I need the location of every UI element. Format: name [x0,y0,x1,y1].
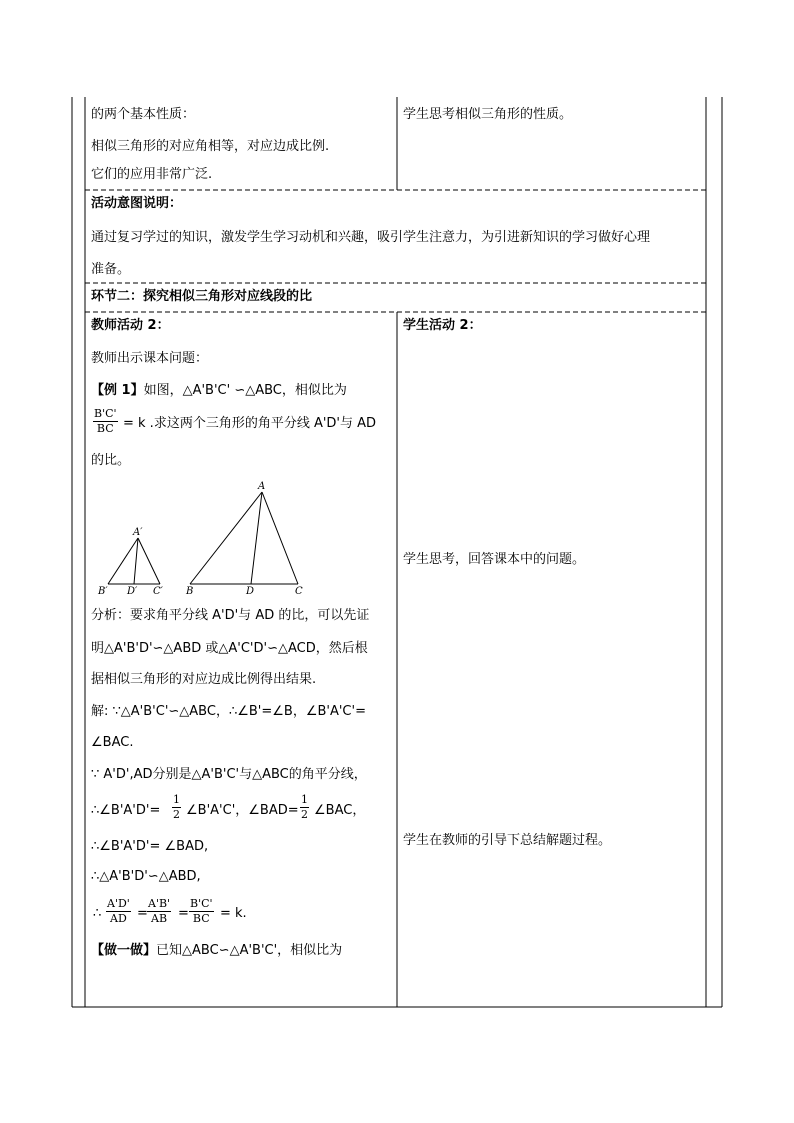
do-it-line [91,943,342,959]
top-left-line-1: 的两个基本性质： [91,107,196,122]
do-it-prefix: 【做一做】 [91,943,157,958]
solution-line-7-prefix: ∴ [93,906,102,921]
top-left-line-3: 它们的应用非常广泛. [91,167,213,182]
label-b: B [186,586,194,597]
section-title: 环节二：探究相似三角形对应线段的比 [91,289,313,304]
solution-line-7-end: = k. [220,906,247,921]
small-triangle [108,538,160,584]
solution-line-4a: ∴∠B'A'D'= [91,803,161,818]
teacher-heading: 教师活动 2： [91,318,170,333]
student-summary: 学生在教师的引导下总结解题过程。 [403,833,612,848]
intent-heading: 活动意图说明： [91,196,183,211]
do-it-text: 已知△ABC∽△A'B'C'，相似比为 [156,943,343,958]
equals-2: = [178,906,189,921]
intent-line-1: 通过复习学过的知识，激发学生学习动机和兴趣，吸引学生注意力，为引进新知识的学习做好心理 [91,230,651,245]
half-1-den: 2 [173,808,180,821]
solution-line-3: ∵ A'D',AD分别是△A'B'C'与△ABC的角平分线， [91,767,367,782]
solution-line-5: ∴∠B'A'D'= ∠BAD, [91,839,209,854]
label-b-prime: B′ [98,586,108,597]
fraction-bc-den: BC [192,912,210,925]
ratio-denominator: BC [96,422,114,435]
fraction-ad-den: AD [110,912,127,925]
half-2-den: 2 [301,808,308,821]
ratio-end: 的比。 [91,453,131,468]
fraction-bc [189,898,214,925]
solution-line-4b: ∠B'A'C'，∠BAD= [186,803,299,818]
student-think: 学生思考，回答课本中的问题。 [403,552,586,567]
label-a: A [258,481,266,492]
teacher-intro: 教师出示课本问题： [91,351,209,366]
equals-1: = [137,906,148,921]
label-c-prime: C′ [153,586,163,597]
fraction-ad-num: A'D' [107,897,130,910]
label-c: C [295,586,303,597]
label-d: D [246,586,255,597]
half-fraction-2 [300,794,309,821]
top-left-line-2: 相似三角形的对应角相等，对应边成比例. [91,139,330,154]
half-1-num: 1 [173,793,180,806]
half-fraction-1 [172,794,181,821]
half-2-num: 1 [301,793,308,806]
fraction-ab-num: A'B' [148,897,171,910]
label-d-prime: D′ [127,586,138,597]
solution-line-6: ∴△A'B'D'∽△ABD, [91,869,201,884]
solution-line-1: 解: ∵△A'B'C'∽△ABC，∴∠B'=∠B，∠B'A'C'= [91,704,366,719]
large-triangle [190,492,298,584]
fraction-ab [147,898,171,925]
intent-line-2: 准备。 [91,262,131,277]
solution-line-4c: ∠BAC， [314,803,366,818]
analysis-line-2: 明△A'B'D'∽△ABD 或△A'C'D'∽△ACD，然后根 [91,641,368,656]
analysis-line-1: 分析：要求角平分线 A'D'与 AD 的比，可以先证 [91,608,370,623]
fraction-ab-den: AB [151,912,168,925]
fraction-bc-num: B'C' [190,897,213,910]
student-heading: 学生活动 2： [403,318,482,333]
example-text: 如图，△A'B'C' ∽△ABC，相似比为 [143,383,347,398]
solution-line-2: ∠BAC. [91,735,134,750]
fraction-ad [106,898,131,925]
analysis-line-3: 据相似三角形的对应边成比例得出结果. [91,672,317,687]
example-prefix: 【例 1】 [91,383,144,398]
label-a-prime: A′ [133,527,143,538]
ratio-continuation: = k .求这两个三角形的角平分线 A'D'与 AD [123,416,377,431]
top-right-text: 学生思考相似三角形的性质。 [403,107,573,122]
ratio-numerator: B'C' [94,407,117,420]
